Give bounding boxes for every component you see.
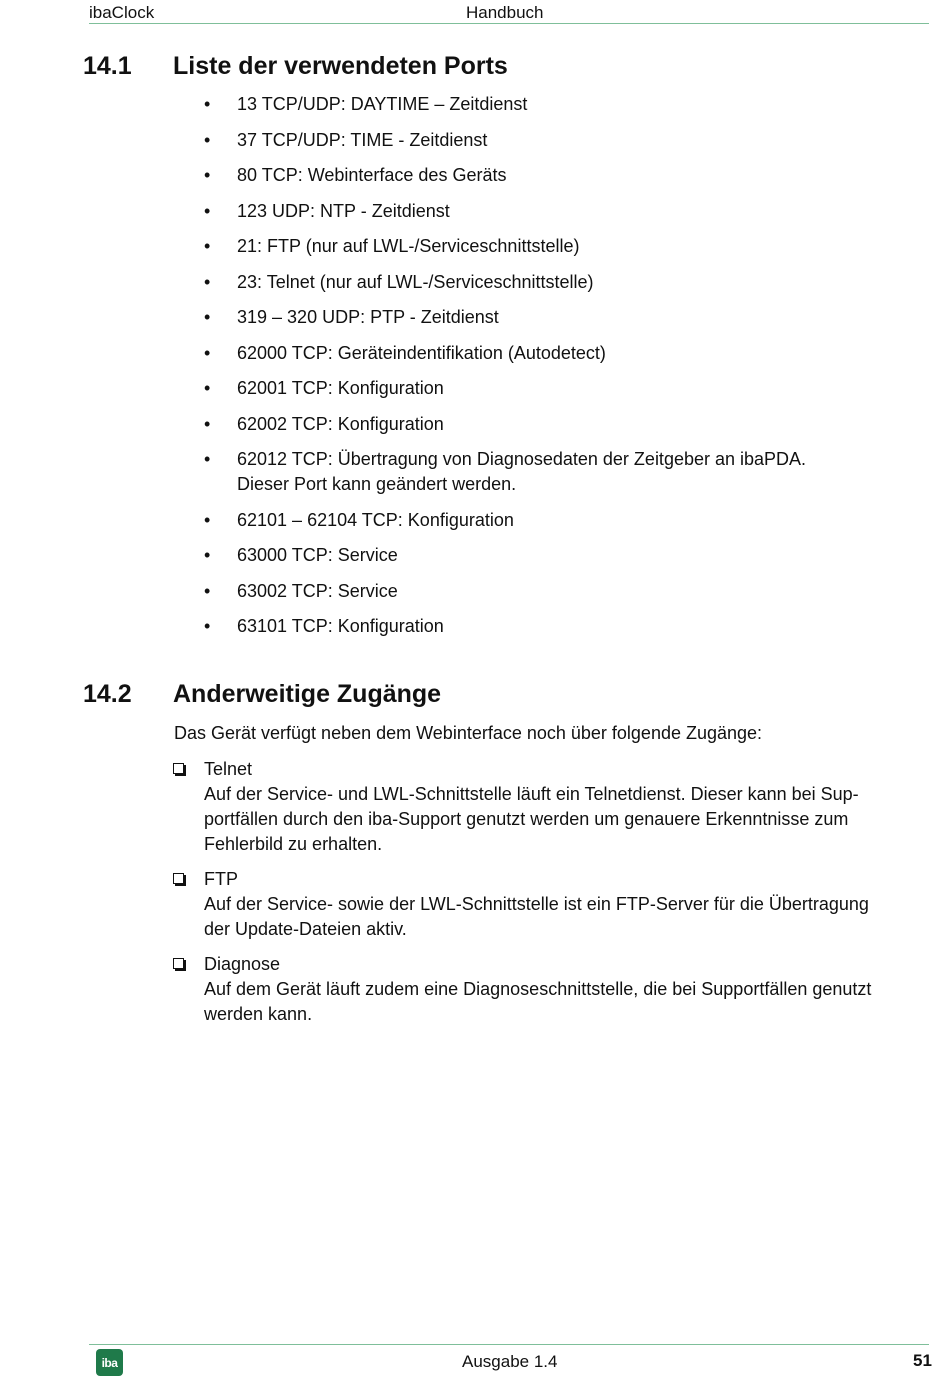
access-item-diagnose [171, 952, 931, 1027]
list-item-text: 123 UDP: NTP - Zeitdienst [237, 200, 450, 221]
list-item-text: 13 TCP/UDP: DAYTIME – Zeitdienst [237, 94, 528, 114]
access-description-line: Auf dem Gerät läuft zudem eine Diagnoseschnittstelle, die bei Supportfällen genutzt [204, 979, 872, 999]
bullet-icon: • [204, 580, 211, 601]
list-item [201, 163, 901, 188]
bullet-icon: • [204, 449, 211, 469]
list-item [201, 270, 901, 295]
bullet-icon: • [204, 509, 211, 530]
bullet-icon: • [204, 200, 211, 221]
list-item [201, 579, 901, 604]
list-item [201, 447, 901, 497]
list-item-text: 63002 TCP: Service [237, 580, 398, 601]
list-item [201, 543, 901, 568]
section-heading-14-2 [83, 680, 441, 709]
list-item-text: 63101 TCP: Konfiguration [237, 616, 444, 636]
header-doc-type: Handbuch [466, 3, 544, 22]
list-item-text: 62001 TCP: Konfiguration [237, 378, 444, 398]
access-description-line: werden kann. [204, 1004, 313, 1024]
list-item-text: 63000 TCP: Service [237, 545, 398, 565]
bullet-icon: • [204, 616, 211, 636]
bullet-icon: • [204, 307, 211, 327]
port-list [201, 92, 901, 650]
access-title: Diagnose [204, 954, 281, 974]
footer-edition: Ausgabe 1.4 [462, 1352, 558, 1371]
list-item [201, 508, 901, 533]
bullet-icon: • [204, 129, 211, 150]
access-description-line: der Update-Dateien aktiv. [204, 919, 407, 939]
section-heading-14-1 [83, 52, 508, 81]
header-divider [89, 23, 929, 24]
list-item-text: 319 – 320 UDP: PTP - Zeitdienst [237, 307, 499, 327]
section-number: 14.2 [83, 680, 132, 708]
section-number: 14.1 [83, 52, 132, 80]
list-item-text: 62012 TCP: Übertragung von Diagnosedaten der Zeitgeber an ibaPDA. [237, 449, 807, 469]
page-number: 51 [913, 1351, 932, 1370]
access-list [171, 757, 931, 1037]
access-title: Telnet [204, 759, 253, 779]
header-doc-name: ibaClock [89, 3, 155, 22]
list-item-text: 62101 – 62104 TCP: Konfiguration [237, 509, 514, 530]
list-item [201, 412, 901, 437]
access-description-line: Fehlerbild zu erhalten. [204, 834, 383, 854]
bullet-icon: • [204, 545, 211, 565]
list-item-text: 62000 TCP: Geräteindentifikation (Autodetect) [237, 342, 606, 363]
checkbox-icon [173, 873, 184, 884]
bullet-icon: • [204, 271, 211, 292]
section-title: Anderweitige Zugänge [173, 680, 442, 708]
access-description-line: portfällen durch den iba-Support genutzt werden um genauere Erkenntnisse zum [204, 809, 849, 829]
access-title: FTP [204, 869, 238, 889]
list-item [201, 234, 901, 259]
list-item-text: 80 TCP: Webinterface des Geräts [237, 165, 507, 185]
bullet-icon: • [204, 378, 211, 398]
list-item-text: 23: Telnet (nur auf LWL-/Serviceschnittstelle) [237, 271, 594, 292]
footer-divider [89, 1344, 929, 1345]
list-item [201, 92, 901, 117]
bullet-icon: • [204, 236, 211, 256]
bullet-icon: • [204, 165, 211, 185]
bullet-icon: • [204, 413, 211, 434]
list-item [201, 341, 901, 366]
list-item-text: 62002 TCP: Konfiguration [237, 413, 444, 434]
list-item [201, 376, 901, 401]
bullet-icon: • [204, 342, 211, 363]
list-item-continuation: Dieser Port kann geändert werden. [237, 474, 517, 494]
checkbox-icon [173, 958, 184, 969]
checkbox-icon [173, 763, 184, 774]
access-item-telnet [171, 757, 931, 857]
iba-logo: iba [96, 1349, 123, 1376]
section-title: Liste der verwendeten Ports [173, 52, 508, 80]
access-description-line: Auf der Service- und LWL-Schnittstelle läuft ein Telnetdienst. Dieser kann bei Sup- [204, 784, 859, 804]
list-item [201, 614, 901, 639]
list-item [201, 199, 901, 224]
access-description-line: Auf der Service- sowie der LWL-Schnittstelle ist ein FTP-Server für die Übertragung [204, 894, 869, 914]
list-item [201, 128, 901, 153]
section-intro: Das Gerät verfügt neben dem Webinterface noch über folgende Zugänge: [174, 723, 763, 743]
list-item [201, 305, 901, 330]
list-item-text: 37 TCP/UDP: TIME - Zeitdienst [237, 129, 488, 150]
access-item-ftp [171, 867, 931, 942]
list-item-text: 21: FTP (nur auf LWL-/Serviceschnittstelle) [237, 236, 580, 256]
bullet-icon: • [204, 94, 211, 114]
